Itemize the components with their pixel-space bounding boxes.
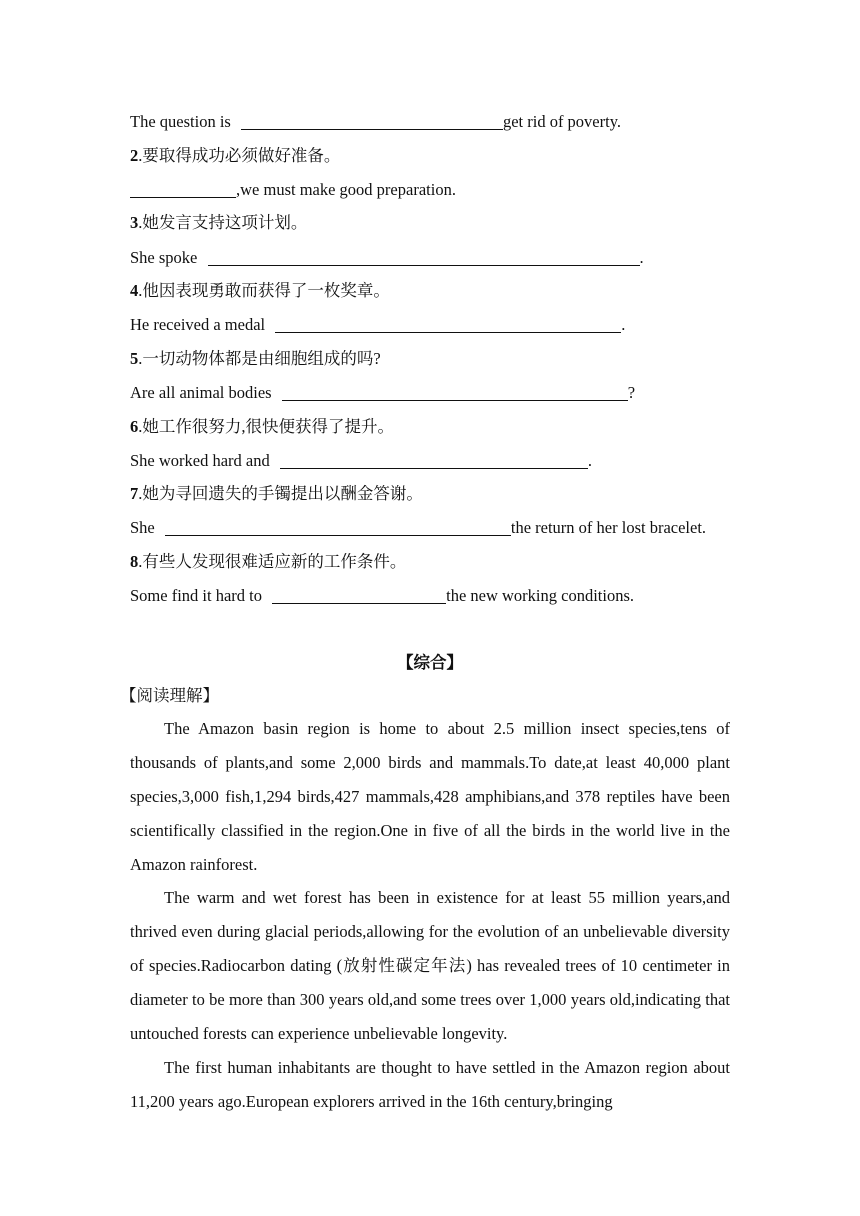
exercise-8-answer-line: [130, 586, 634, 606]
exercise-4-prompt: [130, 281, 390, 301]
exercise-3-answer-line: [130, 248, 644, 268]
exercise-6-answer-line: [130, 451, 592, 471]
exercise-8-blank[interactable]: [272, 588, 446, 604]
exercise-7-answer-line: [130, 518, 706, 538]
exercise-4-answer-line: [130, 315, 625, 335]
exercise-5-number: 5: [130, 349, 139, 368]
exercise-1-prefix: The question is: [130, 112, 231, 131]
exercise-3-suffix: .: [639, 248, 644, 267]
reading-paragraph-3-text: The first human inhabitants are thought to have settled in the Amazon region about 11,200 years ago.European explorers arrived in the 16th century,bringing: [130, 1058, 730, 1111]
exercise-7-chinese: .她为寻回遗失的手镯提出以酬金答谢。: [138, 484, 423, 503]
exercise-4-blank[interactable]: [275, 317, 621, 333]
exercise-4-suffix: .: [621, 315, 626, 334]
reading-paragraph-2: [130, 881, 730, 1051]
exercise-2-suffix: ,we must make good preparation.: [236, 180, 456, 199]
exercise-2-number: 2: [130, 146, 139, 165]
exercise-1-answer-line: [130, 112, 621, 132]
exercise-1-blank[interactable]: [241, 114, 503, 130]
exercise-7-number: 7: [130, 484, 139, 503]
exercise-5-blank[interactable]: [282, 385, 628, 401]
exercise-5-suffix: ?: [627, 383, 636, 402]
subsection-heading: 【阅读理解】: [120, 686, 219, 705]
exercise-6-number: 6: [130, 417, 139, 436]
exercise-3-chinese: .她发言支持这项计划。: [138, 213, 308, 232]
exercise-5-answer-line: [130, 383, 635, 403]
exercise-5-prefix: Are all animal bodies: [130, 383, 272, 402]
exercise-8-chinese: .有些人发现很难适应新的工作条件。: [138, 552, 407, 571]
exercise-5-prompt: [130, 349, 381, 369]
section-heading: 【综合】: [397, 653, 463, 672]
exercise-1-suffix: get rid of poverty.: [502, 112, 622, 131]
exercise-4-number: 4: [130, 281, 139, 300]
exercise-4-chinese: .他因表现勇敢而获得了一枚奖章。: [138, 281, 390, 300]
exercise-6-blank[interactable]: [280, 453, 588, 469]
exercise-7-prefix: She: [130, 518, 155, 537]
exercise-7-prompt: [130, 484, 423, 504]
exercise-8-number: 8: [130, 552, 139, 571]
exercise-2-chinese: .要取得成功必须做好准备。: [138, 146, 341, 165]
exercise-5-chinese: .一切动物体都是由细胞组成的吗?: [138, 349, 381, 368]
exercise-3-prefix: She spoke: [130, 248, 198, 267]
exercise-2-answer-line: [130, 180, 456, 200]
exercise-2-blank[interactable]: [130, 182, 236, 198]
exercise-8-prompt: [130, 552, 406, 572]
exercise-8-prefix: Some find it hard to: [130, 586, 262, 605]
exercise-6-prompt: [130, 417, 394, 437]
reading-paragraph-3: [130, 1051, 730, 1119]
exercise-7-blank[interactable]: [165, 520, 511, 536]
exercise-8-suffix: the new working conditions.: [446, 586, 634, 605]
exercise-4-prefix: He received a medal: [130, 315, 266, 334]
reading-paragraph-1: [130, 712, 730, 882]
exercise-3-prompt: [130, 213, 307, 233]
exercise-7-suffix: the return of her lost bracelet.: [510, 518, 707, 537]
exercise-3-blank[interactable]: [208, 250, 640, 266]
exercise-6-prefix: She worked hard and: [130, 451, 270, 470]
exercise-3-number: 3: [130, 213, 139, 232]
reading-paragraph-2-text: The warm and wet forest has been in existence for at least 55 million years,and thrived even during glacial periods,allowing for the evolution of an unbelievable diversity of species.Radiocarbon dating (放射性碳定年法) has revealed trees of 10 centimeter in diameter to be more than 300 years old,and some trees over 1,000 years old,indicating that untouched forests can experience unbelievable longevity.: [130, 888, 730, 1043]
exercise-6-suffix: .: [587, 451, 593, 470]
reading-paragraph-1-text: The Amazon basin region is home to about 2.5 million insect species,tens of thousands of plants,and some 2,000 birds and mammals.To date,at least 40,000 plant species,3,000 fish,1,294 birds,427 mammals,428 amphibians,and 378 reptiles have been scientifically classified in the region.One in five of all the birds in the world live in the Amazon rainforest.: [130, 719, 730, 874]
exercise-6-chinese: .她工作很努力,很快便获得了提升。: [138, 417, 394, 436]
exercise-2-prompt: [130, 146, 340, 166]
